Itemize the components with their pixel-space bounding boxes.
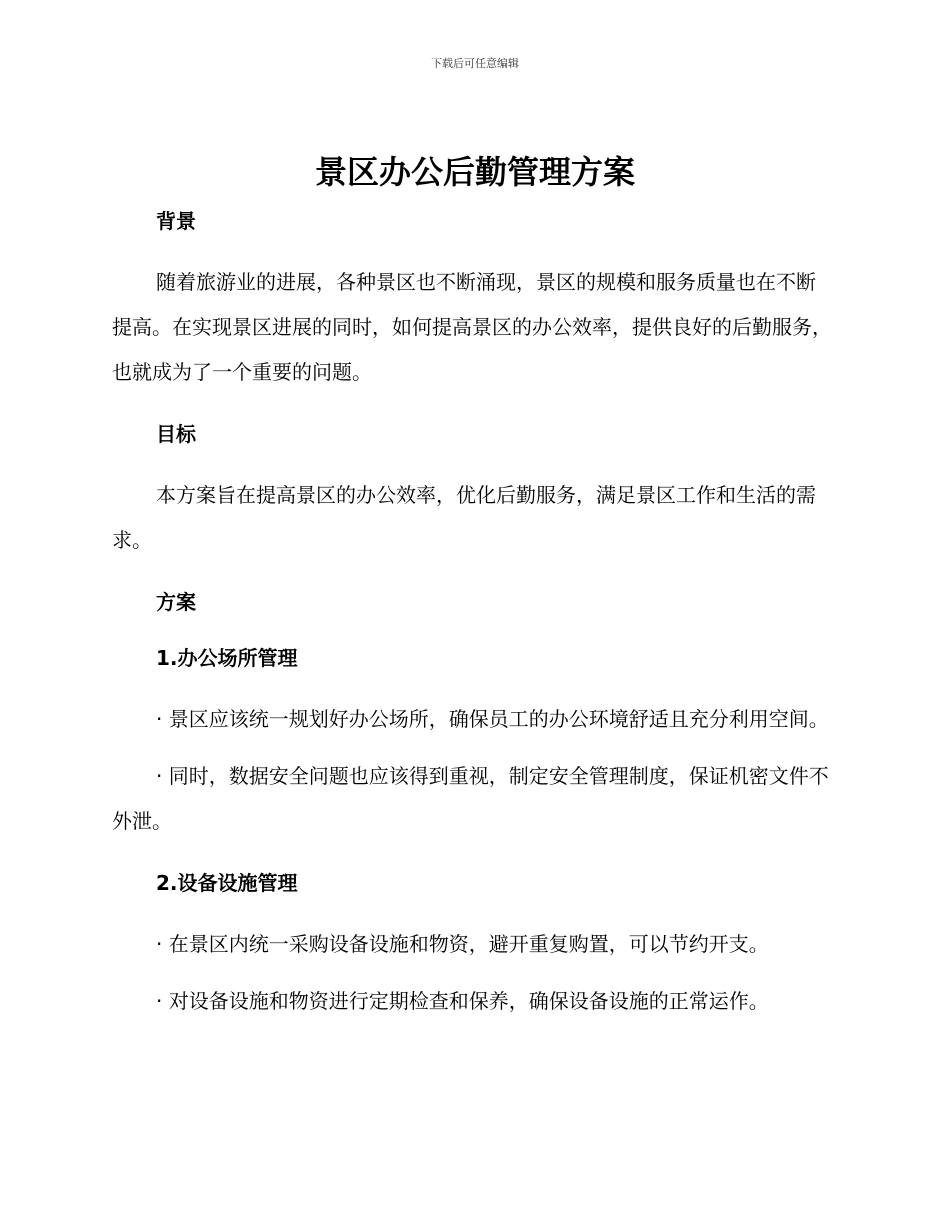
header-note: 下载后可任意编辑 bbox=[431, 57, 519, 70]
section-heading-plan: 方案 bbox=[156, 590, 196, 614]
document-body bbox=[112, 204, 834, 1024]
paragraph-background: 随着旅游业的进展，各种景区也不断涌现，景区的规模和服务质量也在不断提高。在实现景区进展的同时，如何提高景区的办公效率，提供良好的后勤服务，也就成为了一个重要的问题。 bbox=[112, 270, 832, 384]
list-item-office-1: · 景区应该统一规划好办公场所，确保员工的办公环境舒适且充分利用空间。 bbox=[156, 707, 829, 731]
subsection-heading-office: 1.办公场所管理 bbox=[156, 646, 298, 670]
section-heading-goal: 目标 bbox=[156, 422, 196, 446]
subsection-heading-equipment: 2.设备设施管理 bbox=[156, 871, 298, 895]
list-item-equipment-2: · 对设备设施和物资进行定期检查和保养，确保设备设施的正常运作。 bbox=[156, 989, 769, 1013]
document-title: 景区办公后勤管理方案 bbox=[314, 153, 635, 191]
list-item-office-2: · 同时，数据安全问题也应该得到重视，制定安全管理制度，保证机密文件不外泄。 bbox=[112, 764, 829, 833]
list-item-equipment-1: · 在景区内统一采购设备设施和物资，避开重复购置，可以节约开支。 bbox=[156, 932, 769, 956]
paragraph-goal: 本方案旨在提高景区的办公效率，优化后勤服务，满足景区工作和生活的需求。 bbox=[112, 483, 816, 552]
section-heading-background: 背景 bbox=[156, 209, 196, 233]
